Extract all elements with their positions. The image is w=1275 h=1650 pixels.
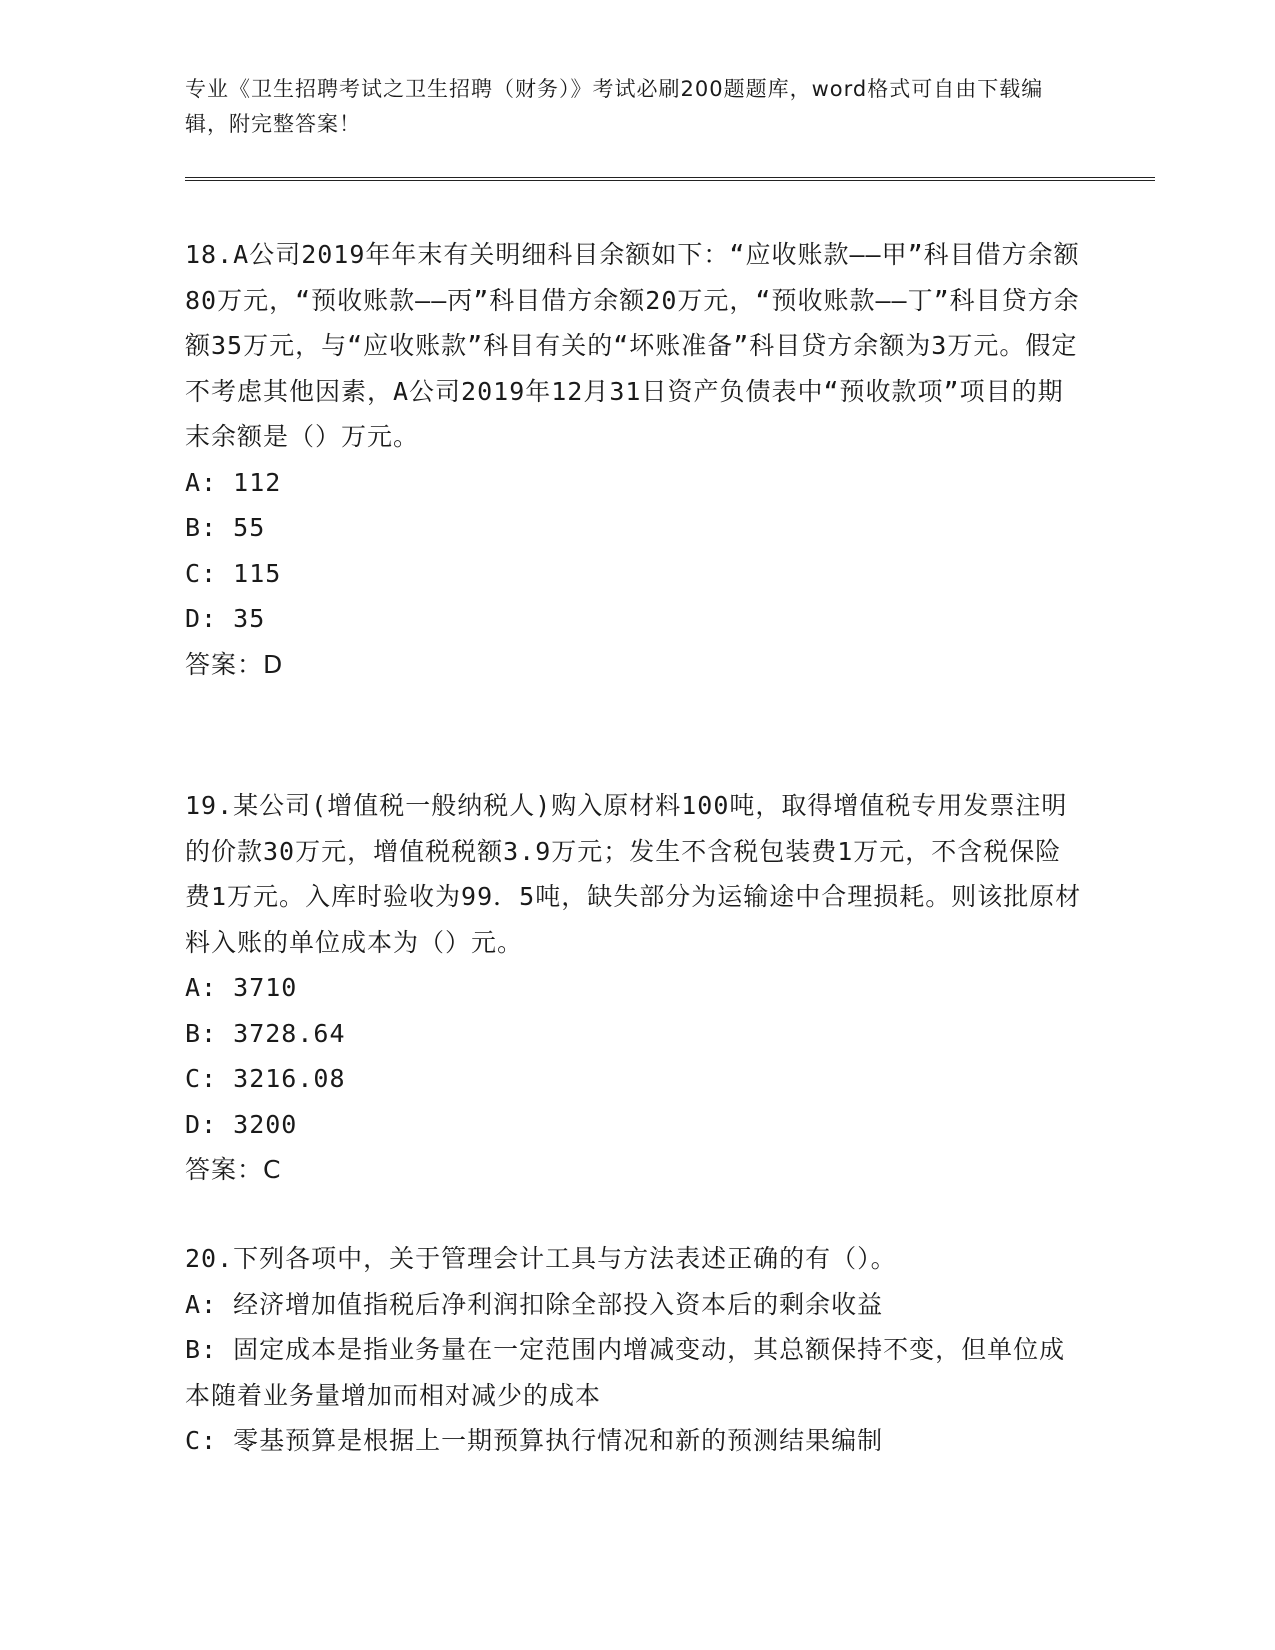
option-d: D: 35: [185, 604, 266, 633]
option-a: A: 112: [185, 467, 282, 497]
header-title: 专业《卫生招聘考试之卫生招聘（财务）》考试必刷200题题库，word格式可自由下载编辑，附完整答案！: [185, 77, 1044, 136]
option-c: C: 零基预算是根据上一期预算执行情况和新的预测结果编制: [185, 1426, 884, 1455]
option-a: A: 3710: [185, 973, 298, 1002]
answer: 答案：C: [185, 1155, 282, 1184]
question-20: [185, 1236, 1085, 1464]
question-stem: 20.下列各项中，关于管理会计工具与方法表述正确的有（）。: [185, 1244, 897, 1273]
header-divider: [185, 177, 1155, 181]
option-d: D: 3200: [185, 1109, 298, 1139]
option-b: B: 55: [185, 513, 266, 542]
answer: 答案：D: [185, 649, 284, 679]
option-c: C: 3216.08: [185, 1064, 346, 1093]
question-stem: 18.A公司2019年年末有关明细科目余额如下：“应收账款——甲”科目借方余额80万元，“预收账款——丙”科目借方余额20万元，“预收账款——丁”科目贷方余额35万元，与“应收账款”科目有关的“坏账准备”科目贷方余额为3万元。假定不考虑其他因素，A公司2019年12月31日资产负债表中“预收款项”项目的期末余额是（）万元。: [185, 240, 1080, 451]
option-b: B: 3728.64: [185, 1018, 346, 1048]
option-b: B: 固定成本是指业务量在一定范围内增减变动，其总额保持不变，但单位成本随着业务量增加而相对减少的成本: [185, 1335, 1066, 1410]
document-header: [185, 72, 1085, 142]
question-stem: 19.某公司(增值税一般纳税人)购入原材料100吨，取得增值税专用发票注明的价款30万元，增值税税额3.9万元；发生不含税包装费1万元，不含税保险费1万元。入库时验收为99．5吨，缺失部分为运输途中合理损耗。则该批原材料入账的单位成本为（）元。: [185, 791, 1082, 957]
option-a: A: 经济增加值指税后净利润扣除全部投入资本后的剩余收益: [185, 1289, 884, 1319]
question-18: [185, 232, 1085, 687]
option-c: C: 115: [185, 558, 282, 588]
question-19: [185, 783, 1085, 1193]
